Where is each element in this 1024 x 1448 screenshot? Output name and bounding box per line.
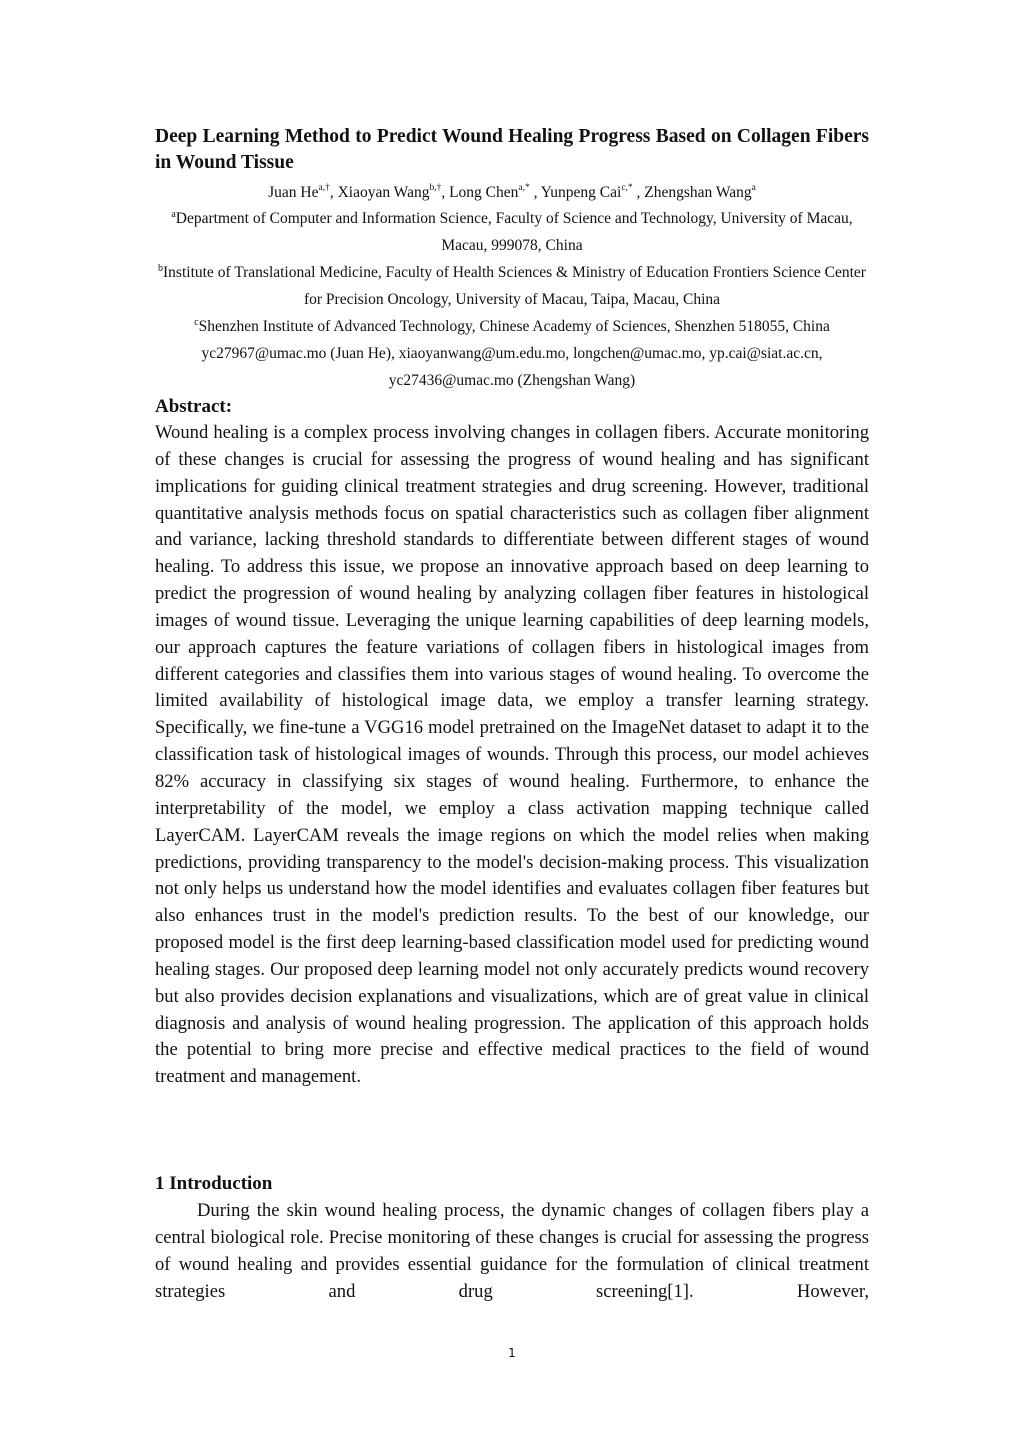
author-name: Yunpeng Cai [540, 184, 622, 201]
page-number: 1 [508, 1346, 516, 1360]
paper-title: Deep Learning Method to Predict Wound Healing Progress Based on Collagen Fibers in Wound Tissue [155, 126, 869, 173]
author-separator: , [529, 184, 541, 201]
abstract-heading: Abstract: [155, 396, 233, 417]
author-separator: , [632, 184, 645, 201]
author-separator: , [441, 184, 450, 201]
author-name: Long Chen [449, 184, 519, 201]
affiliation-text: Department of Computer and Information Science, Faculty of Science and Technology, University of Macau, Macau, 999078, China [175, 210, 853, 254]
affiliation-text: Shenzhen Institute of Advanced Technology, Chinese Academy of Sciences, Shenzhen 518055, China [198, 318, 830, 335]
author-marks: b,† [429, 183, 442, 193]
author-list [155, 180, 869, 206]
author-name: Xiaoyan Wang [337, 184, 430, 201]
introduction-heading: 1 Introduction [155, 1173, 273, 1194]
affiliation-mark: c [194, 317, 199, 328]
affiliation-c [155, 313, 869, 340]
affiliation-a [155, 205, 869, 259]
abstract-text: Wound healing is a complex process involving changes in collagen fibers. Accurate monitoring of these changes is crucial for assessing the progress of wound healing and has significant implications for guiding clinical treatment strategies and drug screening. However, traditional quantitative analysis methods focus on spatial characteristics such as collagen fiber alignment and variance, lacking threshold standards to differentiate between different stages of wound healing. To address this issue, we propose an innovative approach based on deep learning to predict the progression of wound healing by analyzing collagen fiber features in histological images of wound tissue. Leveraging the unique learning capabilities of deep learning models, our approach captures the feature variations of collagen fibers in histological images from different categories and classifies them into various stages of wound healing. To overcome the limited availability of histological image data, we employ a transfer learning strategy. Specifically, we fine-tune a VGG16 model pretrained on the ImageNet dataset to adapt it to the classification task of histological images of wounds. Through this process, our model achieves 82% accuracy in classifying six stages of wound healing. Furthermore, to enhance the interpretability of the model, we employ a class activation mapping technique called LayerCAM. LayerCAM reveals the image regions on which the model relies when making predictions, providing transparency to the model's decision-making process. This visualization not only helps us understand how the model identifies and evaluates collagen fiber features but also enhances trust in the model's prediction results. To the best of our knowledge, our proposed model is the first deep learning-based classification model used for predicting wound healing stages. Our proposed deep learning model not only accurately predicts wound recovery but also provides decision explanations and visualizations, which are of great value in clinical diagnosis and analysis of wound healing progression. The application of this approach holds the potential to bring more precise and effective medical practices to the field of wound treatment and management. [155, 422, 869, 1088]
author-name: Juan He [268, 184, 319, 201]
author-marks: a,† [318, 183, 330, 193]
introduction-text: During the skin wound healing process, the dynamic changes of collagen fibers play a central biological role. Precise monitoring of these changes is crucial for assessing the progress of wound healing and provides essential guidance for the formulation of clinical treatment strategies and drug screening[1]. However, [155, 1200, 869, 1302]
author-separator: , [329, 184, 338, 201]
author-marks: c,* [621, 183, 633, 193]
contact-emails: yc27967@umac.mo (Juan He), xiaoyanwang@um.edu.mo, longchen@umac.mo, yp.cai@siat.ac.cn, yc27436@umac.mo (Zhengshan Wang) [201, 345, 823, 389]
affiliation-text: Institute of Translational Medicine, Faculty of Health Sciences & Ministry of Education Frontiers Science Center for Precision Oncology, University of Macau, Taipa, Macau, China [163, 264, 866, 308]
affiliation-mark: a [171, 209, 176, 220]
author-marks: a,* [518, 183, 530, 193]
author-marks: a [751, 183, 756, 193]
affiliation-mark: b [158, 263, 164, 274]
affiliation-b [155, 259, 869, 313]
author-name: Zhengshan Wang [644, 184, 752, 201]
